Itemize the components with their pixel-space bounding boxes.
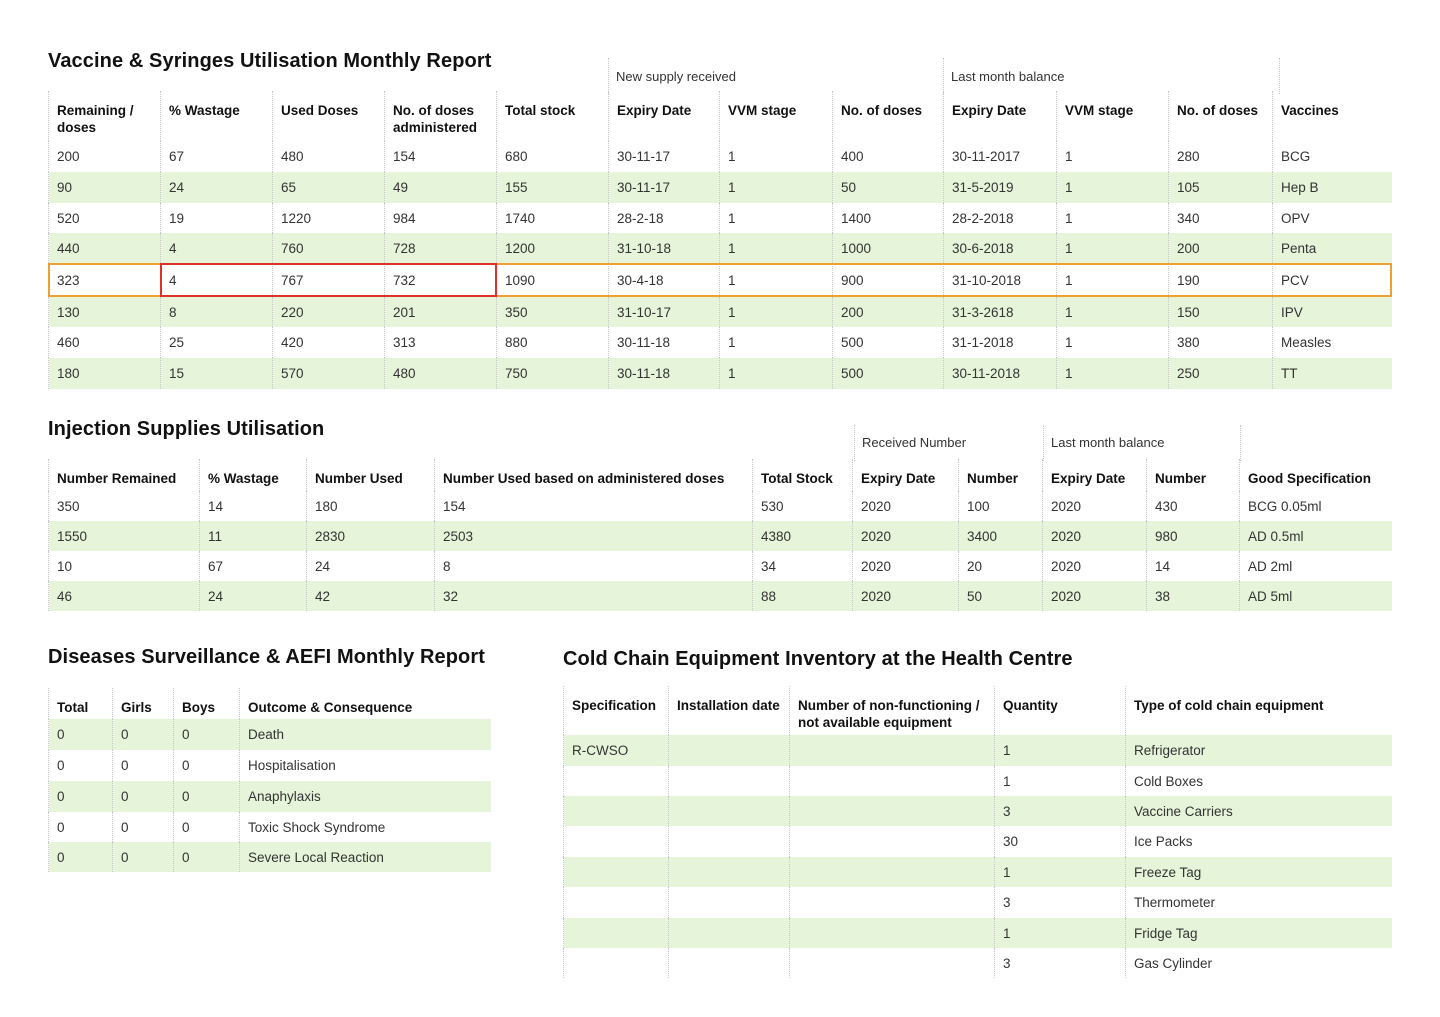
- table-row: [49, 781, 491, 812]
- table-row: [564, 796, 1392, 826]
- table-cell: 90: [49, 172, 161, 203]
- table-cell: R-CWSO: [564, 735, 669, 766]
- table-row: [49, 141, 1392, 172]
- table-cell: 32: [435, 581, 753, 611]
- table-cell: 1: [995, 857, 1126, 887]
- table-cell: 750: [497, 358, 609, 389]
- table-cell: 0: [49, 812, 113, 842]
- table-cell: 250: [1169, 358, 1273, 389]
- col-header: Number of non-functioning / not available equipment: [790, 686, 995, 735]
- table-cell: 323: [49, 263, 161, 297]
- col-header: Number Used: [307, 459, 435, 491]
- table-cell: 0: [49, 781, 113, 812]
- table-cell: 8: [161, 297, 273, 327]
- table-cell: [564, 887, 669, 918]
- col-header: Good Specification: [1240, 459, 1392, 491]
- table-cell: 2020: [1043, 581, 1147, 611]
- table-cell: 340: [1169, 203, 1273, 233]
- table-cell: 440: [49, 233, 161, 263]
- table-cell: 200: [833, 297, 944, 327]
- table-cell: 154: [385, 141, 497, 172]
- table-cell: Severe Local Reaction: [240, 842, 491, 872]
- col-header: Expiry Date: [1043, 459, 1147, 491]
- table-cell: 30-11-18: [609, 358, 720, 389]
- table-cell: 2020: [853, 551, 959, 581]
- table-row: [564, 826, 1392, 857]
- table-row: [49, 719, 491, 750]
- table-cell: 15: [161, 358, 273, 389]
- table-cell: 1090: [497, 263, 609, 297]
- table-cell: 0: [49, 842, 113, 872]
- table-row: [49, 551, 1392, 581]
- table-cell: 200: [1169, 233, 1273, 263]
- table-row: [49, 172, 1392, 203]
- table-cell: 1000: [833, 233, 944, 263]
- table-cell: 1: [1057, 233, 1169, 263]
- table-cell: 19: [161, 203, 273, 233]
- table-cell: 130: [49, 297, 161, 327]
- table-cell: 100: [959, 491, 1043, 521]
- table-row: [49, 581, 1392, 611]
- table-cell: 2503: [435, 521, 753, 551]
- table-cell: Measles: [1273, 327, 1392, 358]
- col-header: Outcome & Consequence: [240, 688, 491, 719]
- table-cell: 180: [49, 358, 161, 389]
- table-cell: 46: [49, 581, 200, 611]
- table-cell: Toxic Shock Syndrome: [240, 812, 491, 842]
- table-cell: 2830: [307, 521, 435, 551]
- table-cell: 420: [273, 327, 385, 358]
- table-cell: 900: [833, 263, 944, 297]
- col-header: Boys: [174, 688, 240, 719]
- col-header: Vaccines: [1273, 91, 1392, 141]
- table-row: [49, 327, 1392, 358]
- injection-table: [48, 459, 1392, 611]
- col-header: Specification: [564, 686, 669, 735]
- table-cell: AD 5ml: [1240, 581, 1392, 611]
- table-cell: 201: [385, 297, 497, 327]
- table-cell: Anaphylaxis: [240, 781, 491, 812]
- table-cell: 380: [1169, 327, 1273, 358]
- table-cell: 31-10-18: [609, 233, 720, 263]
- table-cell: 1220: [273, 203, 385, 233]
- table-cell: 2020: [1043, 521, 1147, 551]
- table-cell: BCG: [1273, 141, 1392, 172]
- table-cell: 767: [273, 263, 385, 297]
- table-cell: 30-6-2018: [944, 233, 1057, 263]
- table-cell: 500: [833, 358, 944, 389]
- table-cell: 28-2-18: [609, 203, 720, 233]
- table-cell: OPV: [1273, 203, 1392, 233]
- table-cell: 0: [174, 750, 240, 781]
- table-cell: 1: [720, 263, 833, 297]
- table-cell: 570: [273, 358, 385, 389]
- table-cell: 1: [720, 172, 833, 203]
- table-cell: 31-5-2019: [944, 172, 1057, 203]
- table-cell: 30-11-17: [609, 141, 720, 172]
- col-header: Expiry Date: [853, 459, 959, 491]
- table-cell: 67: [161, 141, 273, 172]
- group-separator: [608, 58, 609, 94]
- table-cell: 1: [720, 358, 833, 389]
- table-cell: 25: [161, 327, 273, 358]
- table-cell: 2020: [853, 521, 959, 551]
- table-cell: 28-2-2018: [944, 203, 1057, 233]
- table-cell: 2020: [853, 581, 959, 611]
- table-cell: 530: [753, 491, 853, 521]
- table-row: [49, 203, 1392, 233]
- table-cell: [564, 766, 669, 796]
- table-cell: 67: [200, 551, 307, 581]
- table-row: [564, 735, 1392, 766]
- table-cell: [790, 948, 995, 978]
- table-cell: Fridge Tag: [1126, 918, 1392, 948]
- table-cell: 50: [959, 581, 1043, 611]
- table-header-row: [49, 688, 491, 719]
- table-cell: [669, 918, 790, 948]
- table-cell: [790, 766, 995, 796]
- table-cell: [669, 735, 790, 766]
- table-row: [49, 521, 1392, 551]
- table-cell: 14: [200, 491, 307, 521]
- table-cell: 520: [49, 203, 161, 233]
- col-header: Expiry Date: [944, 91, 1057, 141]
- table-cell: [669, 857, 790, 887]
- col-header: VVM stage: [720, 91, 833, 141]
- col-header: % Wastage: [161, 91, 273, 141]
- table-cell: 0: [113, 719, 174, 750]
- table-cell: 2020: [1043, 491, 1147, 521]
- table-cell: 880: [497, 327, 609, 358]
- table-cell: [669, 887, 790, 918]
- table-cell: 1: [1057, 172, 1169, 203]
- table-cell: AD 0.5ml: [1240, 521, 1392, 551]
- table-cell: [669, 766, 790, 796]
- table-cell: 1200: [497, 233, 609, 263]
- table-cell: 1: [995, 766, 1126, 796]
- table-cell: 1740: [497, 203, 609, 233]
- col-header: Girls: [113, 688, 174, 719]
- col-header: No. of doses administered: [385, 91, 497, 141]
- table-cell: 31-3-2618: [944, 297, 1057, 327]
- table-cell: 150: [1169, 297, 1273, 327]
- table-cell: 1: [1057, 358, 1169, 389]
- table-cell: 42: [307, 581, 435, 611]
- group-label-new-supply: New supply received: [616, 69, 736, 84]
- table-cell: 1: [720, 327, 833, 358]
- table-row: [564, 857, 1392, 887]
- table-cell: 155: [497, 172, 609, 203]
- col-header: Total Stock: [753, 459, 853, 491]
- vaccine-report-title: Vaccine & Syringes Utilisation Monthly Report: [48, 50, 492, 72]
- table-cell: 154: [435, 491, 753, 521]
- col-header: Number: [959, 459, 1043, 491]
- table-header-row: [49, 459, 1392, 491]
- table-cell: 190: [1169, 263, 1273, 297]
- table-cell: 280: [1169, 141, 1273, 172]
- table-cell: [564, 796, 669, 826]
- group-separator: [1043, 425, 1044, 461]
- table-cell: 31-10-17: [609, 297, 720, 327]
- group-label-last-month: Last month balance: [951, 69, 1065, 84]
- table-cell: 31-10-2018: [944, 263, 1057, 297]
- table-cell: 105: [1169, 172, 1273, 203]
- col-header: Number: [1147, 459, 1240, 491]
- table-cell: 0: [49, 719, 113, 750]
- table-cell: 4: [161, 233, 273, 263]
- table-cell: 760: [273, 233, 385, 263]
- table-cell: [669, 948, 790, 978]
- table-cell: 984: [385, 203, 497, 233]
- table-cell: 31-1-2018: [944, 327, 1057, 358]
- table-cell: 680: [497, 141, 609, 172]
- table-cell: 1: [1057, 263, 1169, 297]
- table-cell: 0: [174, 842, 240, 872]
- col-header: Installation date: [669, 686, 790, 735]
- table-cell: 980: [1147, 521, 1240, 551]
- col-header: Quantity: [995, 686, 1126, 735]
- table-cell: 30: [995, 826, 1126, 857]
- table-cell: 30-11-2018: [944, 358, 1057, 389]
- table-cell: TT: [1273, 358, 1392, 389]
- table-cell: 460: [49, 327, 161, 358]
- table-cell: 24: [307, 551, 435, 581]
- table-cell: 350: [497, 297, 609, 327]
- table-cell: [790, 857, 995, 887]
- col-header: No. of doses: [1169, 91, 1273, 141]
- table-cell: 0: [113, 781, 174, 812]
- table-row-highlighted: [49, 263, 1392, 297]
- col-header: % Wastage: [200, 459, 307, 491]
- table-cell: Cold Boxes: [1126, 766, 1392, 796]
- vaccine-table: [48, 91, 1392, 389]
- group-separator: [854, 425, 855, 461]
- table-cell: 4380: [753, 521, 853, 551]
- table-row: [564, 918, 1392, 948]
- group-label-last-month: Last month balance: [1051, 435, 1165, 450]
- table-cell: Hep B: [1273, 172, 1392, 203]
- table-cell: 1: [1057, 297, 1169, 327]
- table-cell: Thermometer: [1126, 887, 1392, 918]
- table-cell: 0: [49, 750, 113, 781]
- table-cell: [669, 796, 790, 826]
- table-cell: 1: [1057, 141, 1169, 172]
- table-row: [49, 491, 1392, 521]
- table-cell: 10: [49, 551, 200, 581]
- table-cell: 1: [720, 233, 833, 263]
- table-cell: Vaccine Carriers: [1126, 796, 1392, 826]
- table-cell: 14: [1147, 551, 1240, 581]
- table-row: [49, 842, 491, 872]
- table-cell: 400: [833, 141, 944, 172]
- table-header-row: [49, 91, 1392, 141]
- table-cell: AD 2ml: [1240, 551, 1392, 581]
- table-cell: [564, 918, 669, 948]
- table-cell: 34: [753, 551, 853, 581]
- aefi-report-title: Diseases Surveillance & AEFI Monthly Report: [48, 646, 486, 668]
- table-cell: 0: [113, 812, 174, 842]
- table-cell: 50: [833, 172, 944, 203]
- table-cell: Gas Cylinder: [1126, 948, 1392, 978]
- table-cell: [790, 826, 995, 857]
- table-cell: 24: [161, 172, 273, 203]
- table-cell: IPV: [1273, 297, 1392, 327]
- col-header: Expiry Date: [609, 91, 720, 141]
- table-cell: 1: [720, 141, 833, 172]
- table-cell: 1: [720, 203, 833, 233]
- table-cell: 49: [385, 172, 497, 203]
- table-cell: 480: [385, 358, 497, 389]
- table-cell: 0: [174, 812, 240, 842]
- table-cell: 0: [113, 750, 174, 781]
- injection-report-title: Injection Supplies Utilisation: [48, 418, 325, 440]
- table-cell: Hospitalisation: [240, 750, 491, 781]
- table-cell: 728: [385, 233, 497, 263]
- group-separator: [943, 58, 944, 94]
- table-cell: 0: [174, 719, 240, 750]
- table-cell: 30-4-18: [609, 263, 720, 297]
- table-cell: 3: [995, 887, 1126, 918]
- table-cell: 1: [1057, 327, 1169, 358]
- table-cell: [790, 796, 995, 826]
- table-cell: Ice Packs: [1126, 826, 1392, 857]
- col-header: Number Used based on administered doses: [435, 459, 753, 491]
- table-cell: [564, 857, 669, 887]
- col-header: No. of doses: [833, 91, 944, 141]
- table-cell: 2020: [853, 491, 959, 521]
- table-cell: [790, 887, 995, 918]
- group-separator: [1279, 58, 1280, 94]
- col-header: Used Doses: [273, 91, 385, 141]
- table-cell: 24: [200, 581, 307, 611]
- table-cell: 3400: [959, 521, 1043, 551]
- table-cell: 1400: [833, 203, 944, 233]
- table-cell: [564, 948, 669, 978]
- table-header-row: [564, 686, 1392, 735]
- table-cell: 0: [113, 842, 174, 872]
- table-row: [564, 766, 1392, 796]
- table-cell: 1: [995, 918, 1126, 948]
- table-cell: [790, 735, 995, 766]
- col-header: Remaining / doses: [49, 91, 161, 141]
- table-cell: [564, 826, 669, 857]
- table-cell: 4: [161, 263, 273, 297]
- table-cell: 20: [959, 551, 1043, 581]
- table-cell: 732: [385, 263, 497, 297]
- table-cell: 480: [273, 141, 385, 172]
- table-cell: 65: [273, 172, 385, 203]
- table-cell: 88: [753, 581, 853, 611]
- table-cell: 180: [307, 491, 435, 521]
- table-cell: 3: [995, 796, 1126, 826]
- table-cell: Refrigerator: [1126, 735, 1392, 766]
- col-header: Total stock: [497, 91, 609, 141]
- col-header: Type of cold chain equipment: [1126, 686, 1392, 735]
- table-cell: 313: [385, 327, 497, 358]
- table-cell: 350: [49, 491, 200, 521]
- col-header: Total: [49, 688, 113, 719]
- table-row: [49, 233, 1392, 263]
- table-cell: 0: [174, 781, 240, 812]
- table-row: [49, 297, 1392, 327]
- group-separator: [1240, 425, 1241, 461]
- table-cell: 430: [1147, 491, 1240, 521]
- table-cell: 8: [435, 551, 753, 581]
- table-row: [49, 812, 491, 842]
- table-cell: BCG 0.05ml: [1240, 491, 1392, 521]
- table-cell: 200: [49, 141, 161, 172]
- table-cell: 2020: [1043, 551, 1147, 581]
- table-cell: [669, 826, 790, 857]
- table-cell: PCV: [1273, 263, 1392, 297]
- table-cell: 30-11-18: [609, 327, 720, 358]
- table-cell: 220: [273, 297, 385, 327]
- table-cell: 3: [995, 948, 1126, 978]
- table-cell: Penta: [1273, 233, 1392, 263]
- table-cell: 30-11-2017: [944, 141, 1057, 172]
- table-cell: 30-11-17: [609, 172, 720, 203]
- table-cell: Freeze Tag: [1126, 857, 1392, 887]
- table-row: [49, 358, 1392, 389]
- table-cell: 1: [995, 735, 1126, 766]
- aefi-table: [48, 688, 491, 872]
- table-cell: 1: [1057, 203, 1169, 233]
- table-cell: Death: [240, 719, 491, 750]
- table-cell: 38: [1147, 581, 1240, 611]
- table-cell: 1: [720, 297, 833, 327]
- cold-chain-title: Cold Chain Equipment Inventory at the Health Centre: [563, 648, 1073, 670]
- table-cell: [790, 918, 995, 948]
- table-cell: 11: [200, 521, 307, 551]
- cold-chain-table: [563, 686, 1392, 978]
- table-row: [564, 948, 1392, 978]
- col-header: Number Remained: [49, 459, 200, 491]
- table-row: [49, 750, 491, 781]
- group-label-received: Received Number: [862, 435, 967, 450]
- col-header: VVM stage: [1057, 91, 1169, 141]
- table-cell: 500: [833, 327, 944, 358]
- table-cell: 1550: [49, 521, 200, 551]
- table-row: [564, 887, 1392, 918]
